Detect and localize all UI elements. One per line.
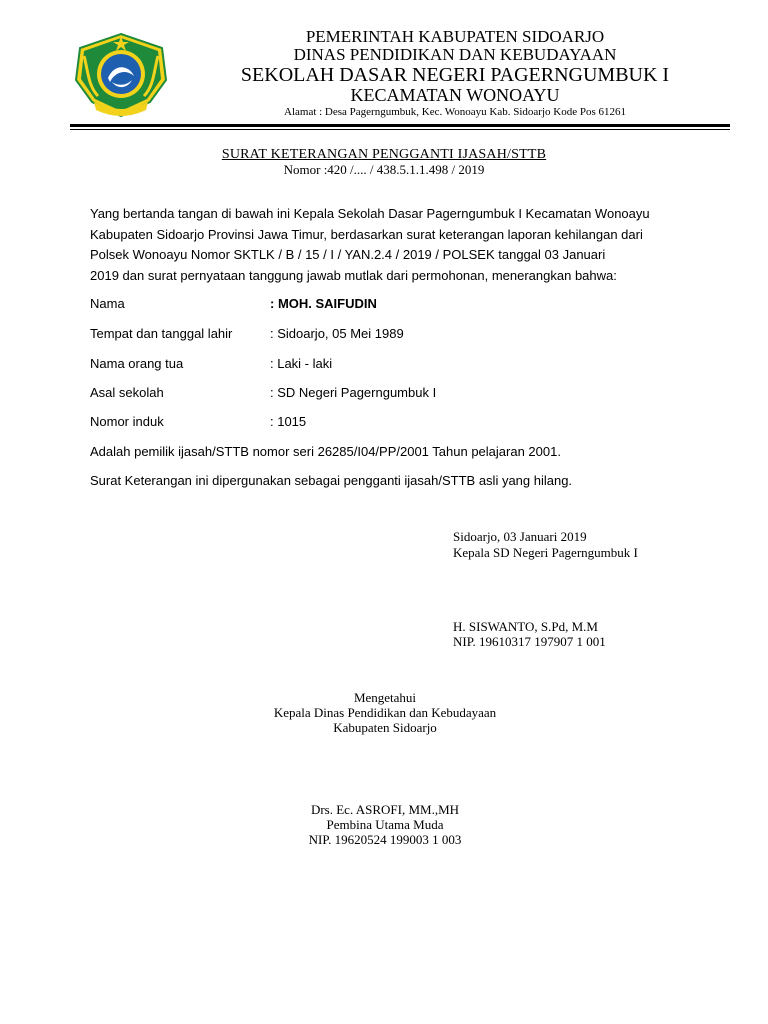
acknowledged-label: Mengetahui bbox=[353, 690, 417, 705]
header-district: KECAMATAN WONOAYU bbox=[350, 85, 560, 105]
intro-paragraph bbox=[90, 204, 710, 286]
field-label: Nama orang tua bbox=[90, 356, 184, 371]
intro-line: Yang bertanda tangan di bawah ini Kepala Sekolah Dasar Pagerngumbuk I Kecamatan Wonoayu bbox=[90, 206, 650, 221]
head-position-region: Kabupaten Sidoarjo bbox=[333, 720, 437, 735]
header-school: SEKOLAH DASAR NEGERI PAGERNGUMBUK I bbox=[240, 64, 670, 86]
signature-place-date: Sidoarjo, 03 Januari 2019 bbox=[453, 529, 587, 544]
intro-line: 2019 dan surat pernyataan tanggung jawab mutlak dari permohonan, menerangkan bahwa: bbox=[90, 267, 617, 283]
letter-title: SURAT KETERANGAN PENGGANTI IJASAH/STTB bbox=[221, 147, 547, 162]
intro-line: Polsek Wonoayu Nomor SKTLK / B / 15 / I / YAN.2.4 / 2019 / POLSEK tanggal 03 Januari bbox=[90, 247, 606, 262]
signature-name: H. SISWANTO, S.Pd, M.M bbox=[453, 619, 598, 634]
header-department: DINAS PENDIDIKAN DAN KEBUDAYAAN bbox=[293, 45, 617, 64]
head-nip: NIP. 19620524 199003 1 003 bbox=[308, 832, 462, 847]
field-value: : MOH. SAIFUDIN bbox=[270, 296, 377, 311]
head-rank: Pembina Utama Muda bbox=[326, 817, 444, 832]
field-label: Tempat dan tanggal lahir bbox=[90, 326, 233, 341]
field-label: Nama bbox=[90, 296, 125, 311]
sidoarjo-emblem-icon bbox=[70, 30, 172, 120]
head-name: Drs. Ec. ASROFI, MM.,MH bbox=[310, 802, 460, 817]
letter-number: Nomor :420 /.... / 438.5.1.1.498 / 2019 bbox=[283, 162, 485, 177]
statement-ownership: Adalah pemilik ijasah/STTB nomor seri 26285/I04/PP/2001 Tahun pelajaran 2001. bbox=[90, 444, 561, 459]
header-rule-thin bbox=[70, 129, 730, 130]
field-value: : SD Negeri Pagerngumbuk I bbox=[270, 385, 437, 400]
field-value: : Laki - laki bbox=[270, 356, 333, 371]
field-value: : 1015 bbox=[270, 414, 307, 429]
field-label: Nomor induk bbox=[90, 414, 164, 429]
signature-position: Kepala SD Negeri Pagerngumbuk I bbox=[453, 545, 638, 560]
field-value: : Sidoarjo, 05 Mei 1989 bbox=[270, 326, 404, 341]
statement-purpose: Surat Keterangan ini dipergunakan sebagai pengganti ijasah/STTB asli yang hilang. bbox=[90, 473, 573, 488]
intro-line: Kabupaten Sidoarjo Provinsi Jawa Timur, berdasarkan surat keterangan laporan kehilangan dari bbox=[90, 226, 643, 242]
head-position: Kepala Dinas Pendidikan dan Kebudayaan bbox=[273, 705, 497, 720]
field-label: Asal sekolah bbox=[90, 385, 164, 400]
signature-nip: NIP. 19610317 197907 1 001 bbox=[453, 634, 606, 649]
header-government: PEMERINTAH KABUPATEN SIDOARJO bbox=[305, 27, 605, 46]
header-address: Alamat : Desa Pagerngumbuk, Kec. Wonoayu Kab. Sidoarjo Kode Pos 61261 bbox=[284, 106, 626, 118]
header-rule-thick bbox=[70, 124, 730, 127]
